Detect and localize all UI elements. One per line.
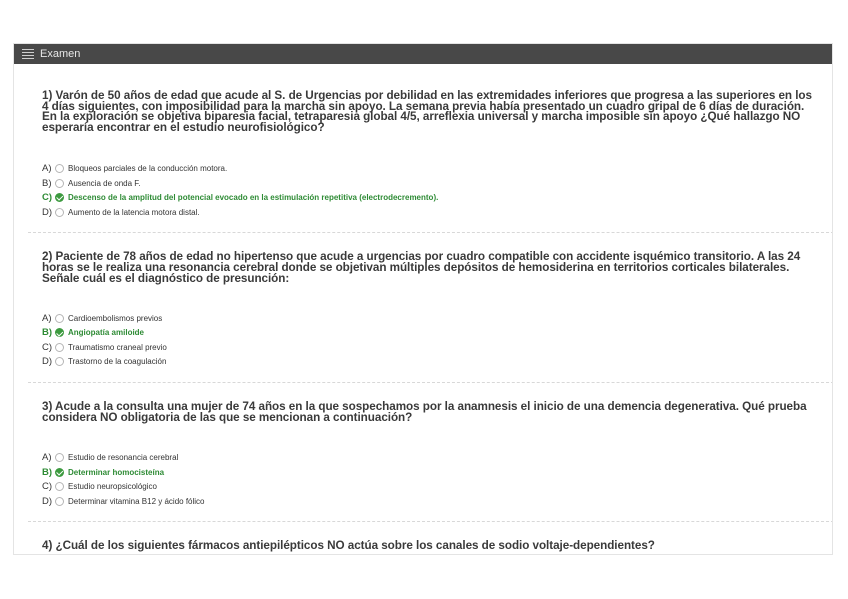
option-label: Descenso de la amplitud del potencial evocado en la estimulación repetitiva (electrodecremento). xyxy=(68,193,439,203)
radio-button[interactable] xyxy=(55,497,64,506)
exam-panel xyxy=(14,44,832,554)
question-4-text: 4) ¿Cuál de los siguientes fármacos antiepilépticos NO actúa sobre los canales de sodio voltaje-dependientes? xyxy=(42,539,655,553)
option-2c[interactable] xyxy=(42,340,812,355)
radio-button[interactable] xyxy=(55,314,64,323)
divider xyxy=(28,382,832,383)
radio-button[interactable] xyxy=(55,164,64,173)
option-letter: C) xyxy=(42,192,53,204)
option-1b[interactable] xyxy=(42,176,812,191)
option-label: Traumatismo craneal previo xyxy=(68,342,167,352)
option-letter: B) xyxy=(42,466,53,478)
option-letter: A) xyxy=(42,312,52,324)
option-3a[interactable] xyxy=(42,450,812,465)
option-letter: A) xyxy=(42,452,52,464)
option-letter: D) xyxy=(42,495,53,507)
question-3-options xyxy=(42,450,812,508)
option-label: Determinar homocisteína xyxy=(68,467,165,477)
option-3b[interactable] xyxy=(42,465,812,480)
option-3d[interactable] xyxy=(42,494,812,509)
question-4 xyxy=(42,541,812,552)
list-icon[interactable] xyxy=(22,49,34,60)
option-letter: B) xyxy=(42,177,52,189)
option-label: Estudio neuropsicológico xyxy=(68,482,157,492)
option-1d[interactable] xyxy=(42,205,812,220)
option-1c[interactable] xyxy=(42,190,812,205)
option-label: Cardioembolismos previos xyxy=(68,313,163,323)
radio-button[interactable] xyxy=(55,208,64,217)
question-2 xyxy=(42,252,812,369)
divider xyxy=(28,232,832,233)
question-3-text: 3) Acude a la consulta una mujer de 74 años en la que sospechamos por la anamnesis el inicio de una demencia degenerativa. Qué prueba considera NO obligatoria de las que se mencionan a continuación? xyxy=(42,400,807,424)
divider xyxy=(28,521,832,522)
check-circle-icon[interactable] xyxy=(55,193,64,202)
option-label: Aumento de la latencia motora distal. xyxy=(68,207,200,217)
option-label: Bloqueos parciales de la conducción motora. xyxy=(68,164,228,174)
question-list xyxy=(14,64,832,552)
option-label: Trastorno de la coagulación xyxy=(68,357,167,367)
radio-button[interactable] xyxy=(55,357,64,366)
radio-button[interactable] xyxy=(55,179,64,188)
option-label: Ausencia de onda F. xyxy=(68,178,141,188)
option-2a[interactable] xyxy=(42,311,812,326)
option-letter: D) xyxy=(42,206,53,218)
option-2b[interactable] xyxy=(42,326,812,341)
option-letter: D) xyxy=(42,356,53,368)
exam-title: Examen xyxy=(40,48,81,60)
option-letter: A) xyxy=(42,163,52,175)
question-1 xyxy=(42,91,812,219)
option-letter: C) xyxy=(42,341,53,353)
option-3c[interactable] xyxy=(42,479,812,494)
option-1a[interactable] xyxy=(42,161,812,176)
option-label: Angiopatía amiloide xyxy=(68,328,145,338)
question-2-text: 2) Paciente de 78 años de edad no hipertenso que acude a urgencias por cuadro compatible con accidente isquémico transitorio. A las 24 horas se le realiza una resonancia cerebral donde se objetivan múltiples depósitos de hemosiderina en territorios corticales bilaterales. Señale cuál es el diagnóstico de presunción: xyxy=(42,250,801,285)
check-circle-icon[interactable] xyxy=(55,328,64,337)
radio-button[interactable] xyxy=(55,482,64,491)
option-label: Determinar vitamina B12 y ácido fólico xyxy=(68,496,205,506)
check-circle-icon[interactable] xyxy=(55,468,64,477)
exam-header xyxy=(14,44,832,64)
option-letter: C) xyxy=(42,481,53,493)
option-letter: B) xyxy=(42,327,53,339)
radio-button[interactable] xyxy=(55,453,64,462)
question-1-options xyxy=(42,161,812,219)
option-2d[interactable] xyxy=(42,355,812,370)
question-3 xyxy=(42,402,812,508)
question-2-options xyxy=(42,311,812,369)
option-label: Estudio de resonancia cerebral xyxy=(68,453,179,463)
radio-button[interactable] xyxy=(55,343,64,352)
question-1-text: 1) Varón de 50 años de edad que acude al S. de Urgencias por debilidad en las extremidades inferiores que progresa a las superiores en los 4 días siguientes, con imposibilidad para la marcha sin apoyo. La semana previa había presentado un cuadro gripal de 6 días de duración. En la exploración se objetiva biparesia facial, tetraparesia global 4/5, arreflexia universal y marcha imposible sin apoyo ¿Qué hallazgo NO esperaría encontrar en el estudio neurofisiológico? xyxy=(42,89,812,134)
